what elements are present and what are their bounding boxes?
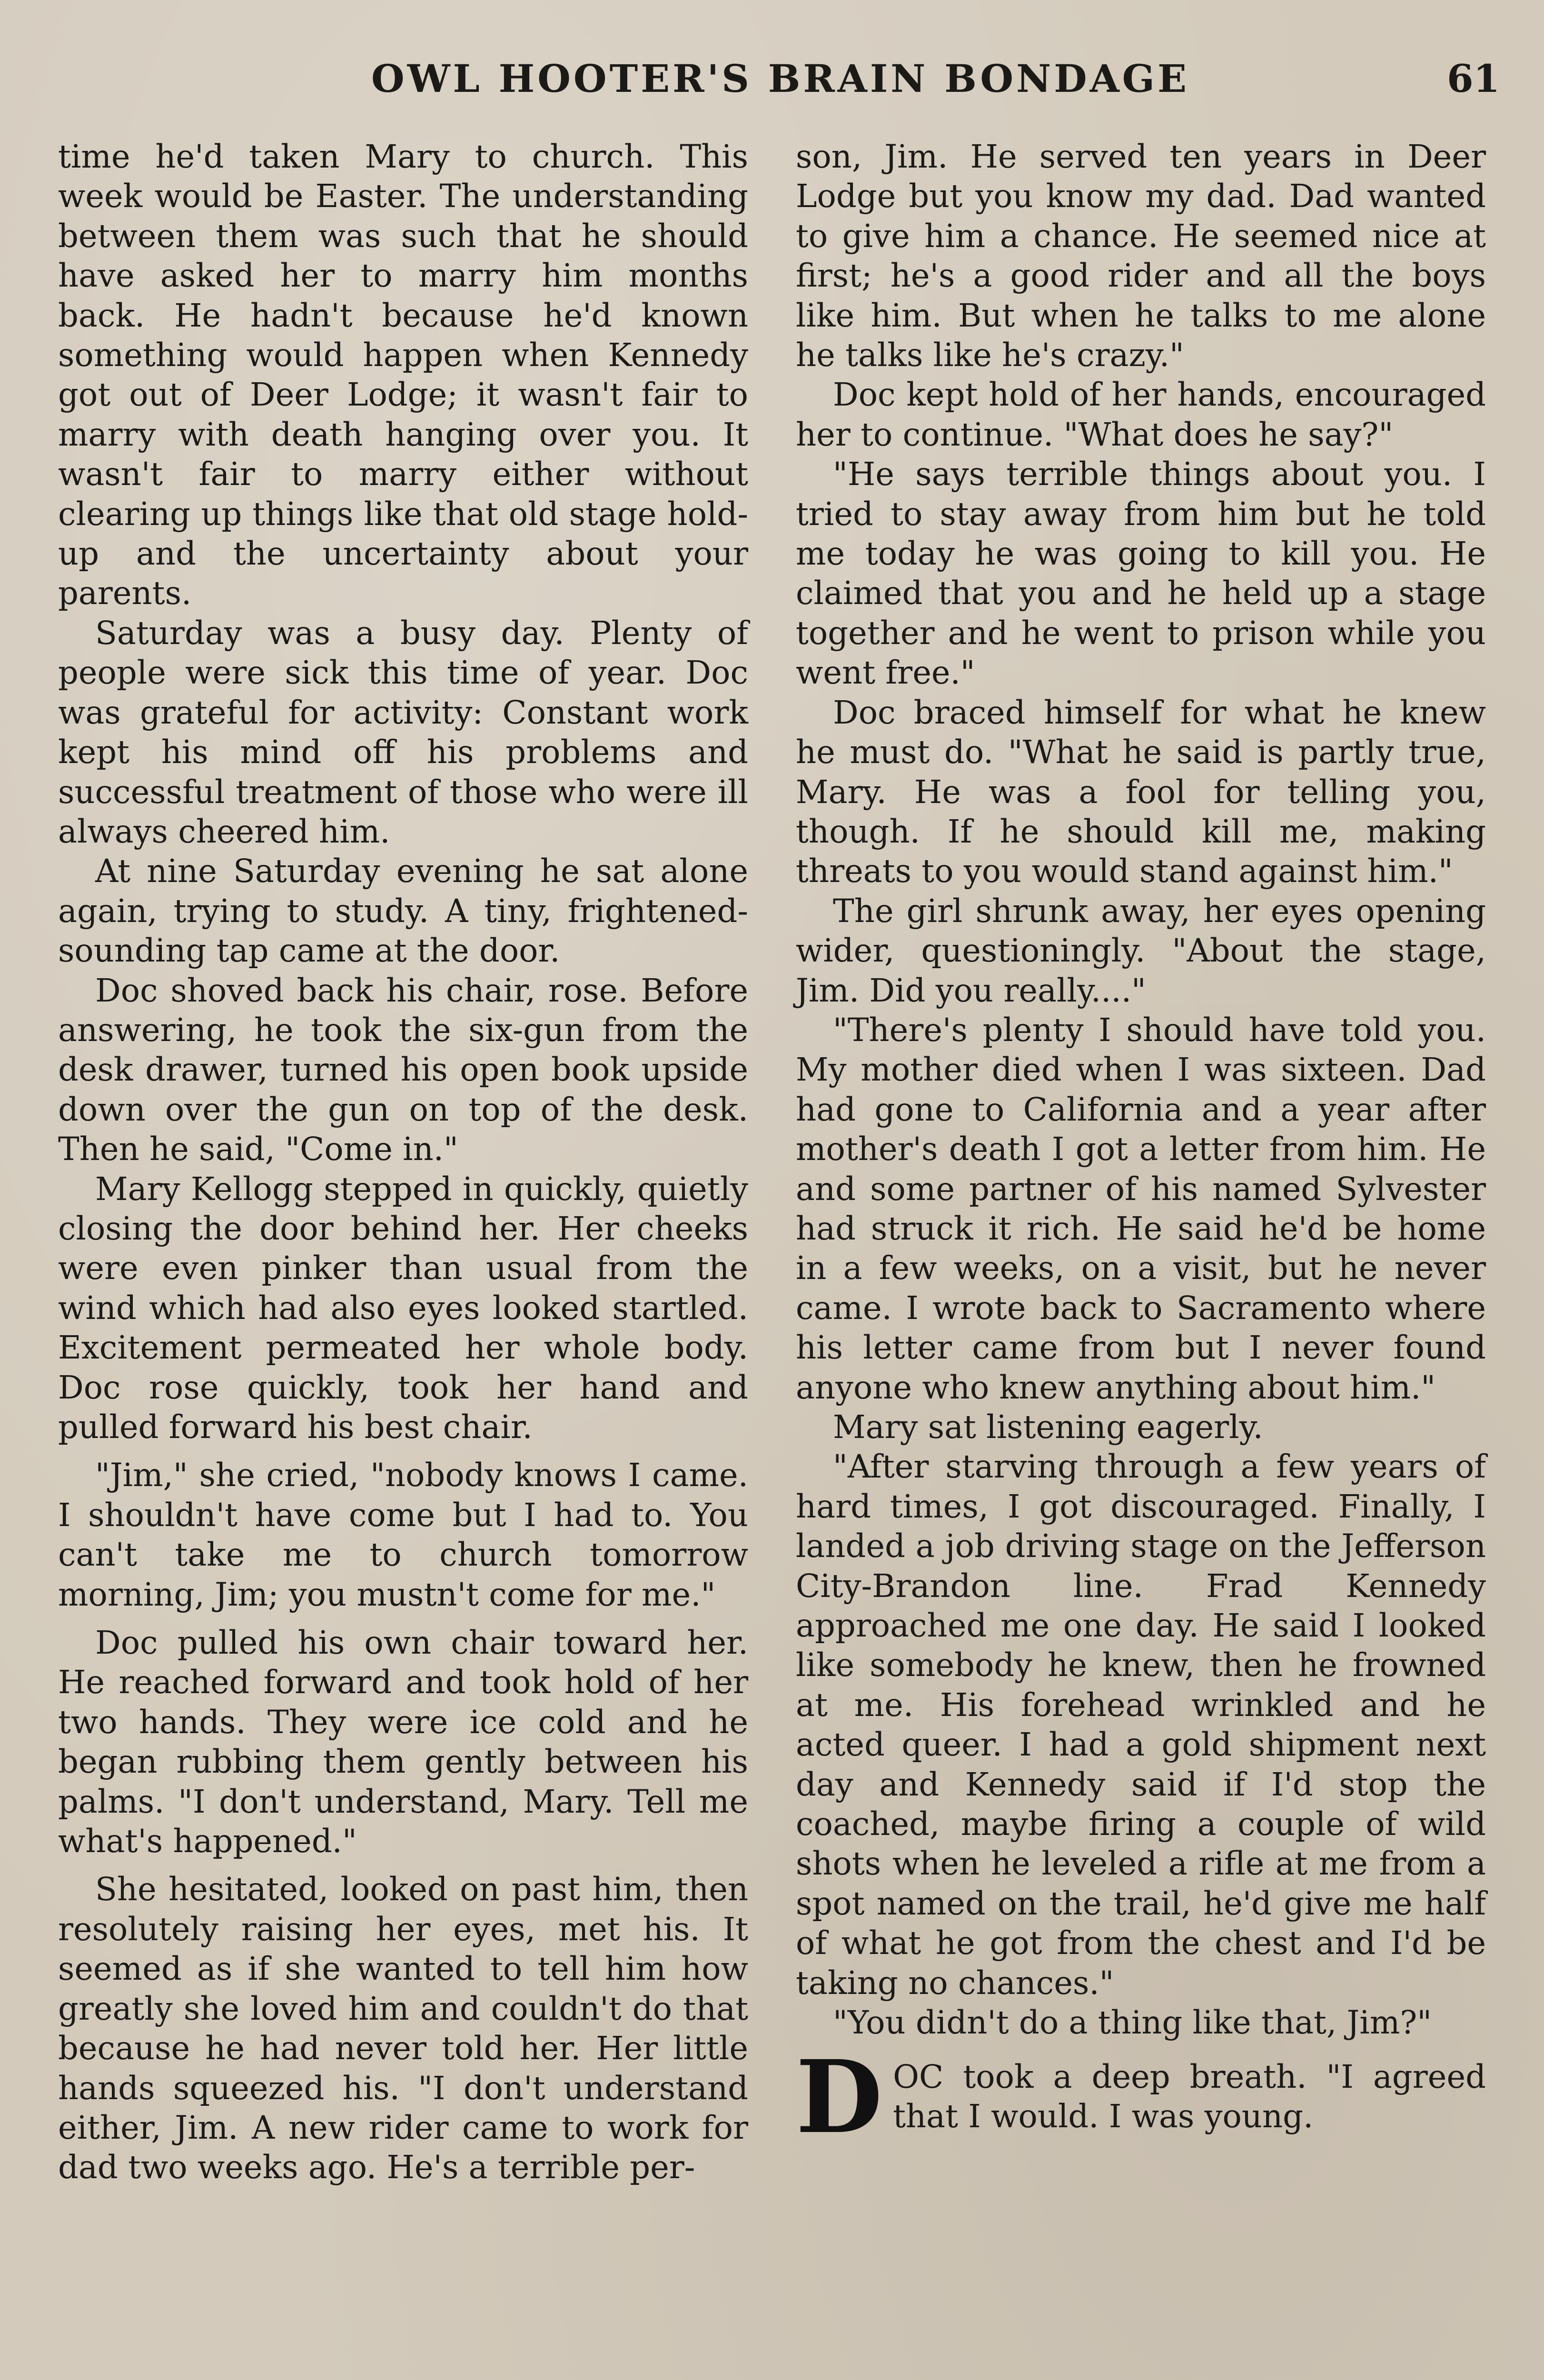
paragraph: Mary Kellogg stepped in quickly, quietly closing the door behind her. Her cheeks were even pinker than usual from the wind which had also eyes looked startled. Excitement permeated her whole body. Doc rose quickly, took her hand and pulled forward his best chair. — [58, 1170, 748, 1446]
paragraph: son, Jim. He served ten years in Deer Lodge but you know my dad. Dad wanted to give him a chance. He seemed nice at first; he's a good rider and all the boys like him. But when he talks to me alone he talks like he's crazy." — [796, 138, 1486, 374]
paragraph: Doc pulled his own chair toward her. He reached forward and took hold of her two hands. They were ice cold and he began rubbing them gently between his palms. "I don't understand, Mary. Tell me what's happened." — [58, 1624, 748, 1860]
paragraph: Mary sat listening eagerly. — [833, 1408, 1263, 1446]
paragraph: "You didn't do a thing like that, Jim?" — [833, 2004, 1432, 2042]
page-number: 61 — [1447, 56, 1500, 101]
paragraph: Saturday was a busy day. Plenty of people were sick this time of year. Doc was grateful for activity: Constant work kept his mind off his problems and successful treatment of those who were ill always cheered him. — [58, 614, 748, 850]
drop-cap-paragraph — [796, 2038, 1486, 2156]
paragraph: Doc kept hold of her hands, encouraged her to continue. "What does he say?" — [796, 376, 1486, 453]
paragraph: "After starving through a few years of hard times, I got discouraged. Finally, I landed a job driving stage on the Jefferson City-Brandon line. Frad Kennedy approached me one day. He said I looked like somebody he knew, then he frowned at me. His forehead wrinkled and he acted queer. I had a gold shipment next day and Kennedy said if I'd stop the coached, maybe firing a couple of wild shots when he leveled a rifle at me from a spot named on the trail, he'd give me half of what he got from the chest and I'd be taking no chances." — [796, 1448, 1486, 2002]
left-column — [58, 137, 748, 2188]
paragraph: Doc shoved back his chair, rose. Before answering, he took the six-gun from the desk drawer, turned his open book upside down over the gun on top of the desk. Then he said, "Come in." — [58, 972, 748, 1168]
right-column — [796, 137, 1486, 2156]
paragraph: time he'd taken Mary to church. This week would be Easter. The understanding between them was such that he should have asked her to marry him months back. He hadn't because he'd known something would happen when Kennedy got out of Deer Lodge; it wasn't fair to marry with death hanging over you. It wasn't fair to marry either without clearing up things like that old stage hold-up and the uncertainty about your parents. — [58, 138, 748, 612]
running-title: OWL HOOTER'S BRAIN BONDAGE — [371, 56, 1189, 101]
paragraph: Doc braced himself for what he knew he must do. "What he said is partly true, Mary. He was a fool for telling you, though. If he should kill me, making threats to you would stand against him." — [796, 694, 1486, 890]
paragraph: At nine Saturday evening he sat alone again, trying to study. A tiny, frightened-sounding tap came at the door. — [58, 853, 748, 970]
page-header — [0, 52, 1544, 105]
paragraph: "There's plenty I should have told you. My mother died when I was sixteen. Dad had gone to California and a year after mother's death I got a letter from him. He and some partner of his named Sylvester had struck it rich. He said he'd be home in a few weeks, on a visit, but he never came. I wrote back to Sacramento where his letter came from but I never found anyone who knew anything about him." — [796, 1011, 1486, 1406]
drop-cap-letter: D — [796, 2038, 883, 2156]
paragraph: "He says terrible things about you. I tried to stay away from him but he told me today he was going to kill you. He claimed that you and he held up a stage together and he went to prison while you went free." — [796, 456, 1486, 692]
paragraph: She hesitated, looked on past him, then resolutely raising her eyes, met his. It seemed as if she wanted to tell him how greatly she loved him and couldn't do that because he had never told her. Her little hands squeezed his. "I don't understand either, Jim. A new rider came to work for dad two weeks ago. He's a terrible per- — [58, 1871, 748, 2186]
paragraph: The girl shrunk away, her eyes opening wider, questioningly. "About the stage, Jim. Did you really...." — [796, 892, 1486, 1009]
paragraph: "Jim," she cried, "nobody knows I came. I shouldn't have come but I had to. You can't take me to church tomorrow morning, Jim; you mustn't come for me." — [58, 1457, 748, 1613]
drop-cap-text: OC took a deep breath. "I agreed that I would. I was young. — [893, 2058, 1486, 2135]
